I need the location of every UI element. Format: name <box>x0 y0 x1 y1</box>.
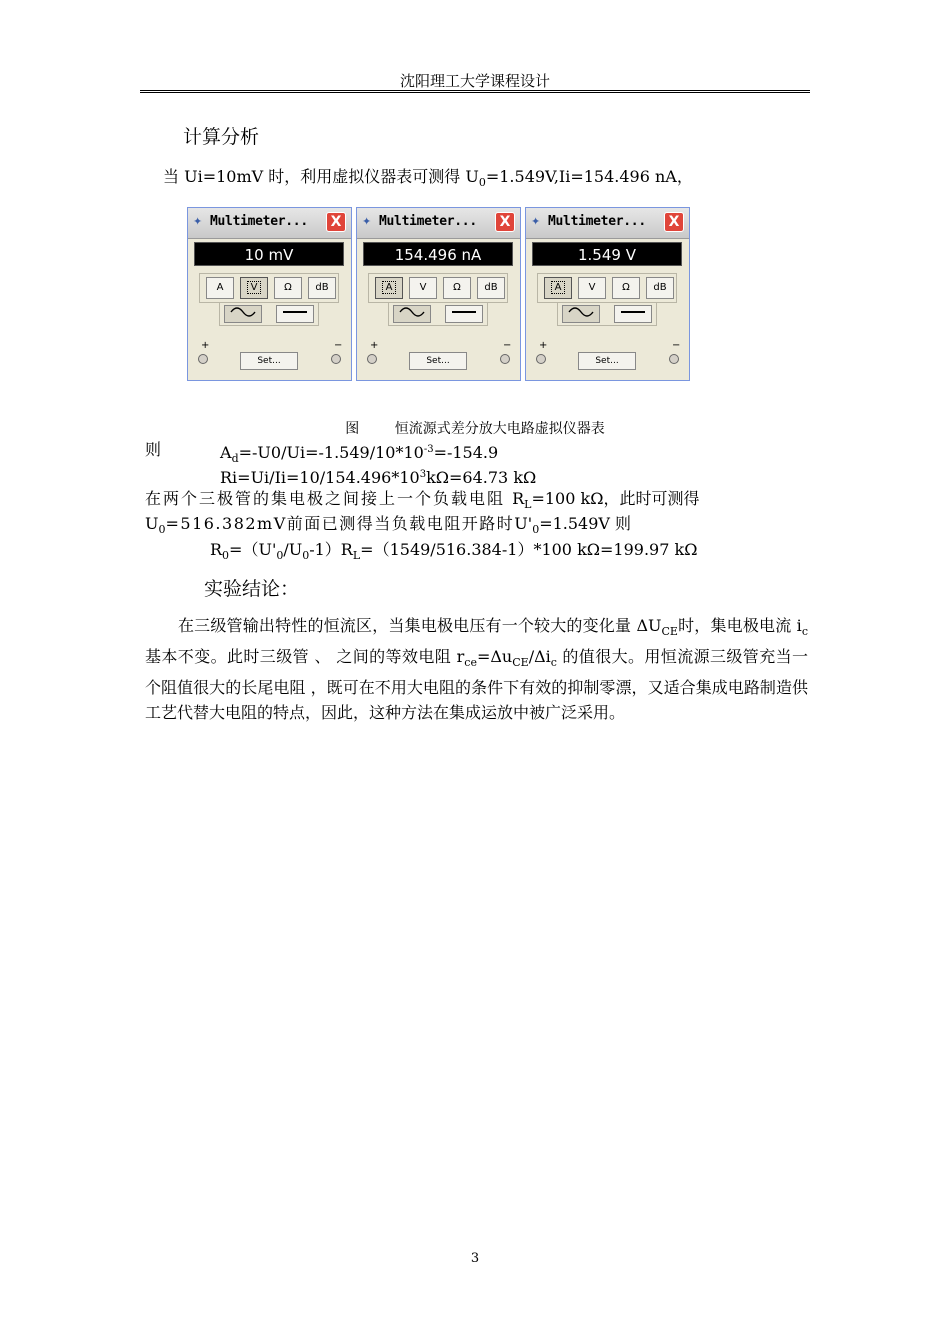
sine-wave-icon <box>399 306 425 318</box>
dc-mode-button[interactable] <box>614 305 652 323</box>
sine-wave-icon <box>230 306 256 318</box>
signal-mode-group <box>557 302 657 326</box>
positive-terminal[interactable] <box>536 354 546 364</box>
multimeter-reading: 154.496 nA <box>363 242 513 266</box>
ac-mode-button[interactable] <box>393 305 431 323</box>
negative-label: − <box>672 340 681 351</box>
load-line-2: $U_0=516.382mV$前面已测得当负载电阻开路时$U'_0=1.549V$ 则 <box>145 514 632 536</box>
ac-mode-button[interactable] <box>562 305 600 323</box>
negative-terminal[interactable] <box>500 354 510 364</box>
section-heading-conclusion: 实验结论： <box>204 578 300 600</box>
multimeter-title: Multimeter... <box>548 214 646 229</box>
decibel-button[interactable]: dB <box>308 277 336 299</box>
set-button[interactable]: Set... <box>240 352 298 370</box>
header-rule <box>140 90 810 91</box>
close-icon[interactable]: X <box>326 212 346 232</box>
set-button[interactable]: Set... <box>578 352 636 370</box>
multimeter-titlebar[interactable] <box>188 208 351 239</box>
dc-mode-button[interactable] <box>276 305 314 323</box>
voltmeter-button[interactable]: V <box>409 277 437 299</box>
mode-button-group <box>368 273 508 303</box>
dc-line-icon <box>620 306 646 318</box>
ohmmeter-button[interactable]: Ω <box>612 277 640 299</box>
figure-caption: 图 恒流源式差分放大电路虚拟仪器表 <box>345 421 605 437</box>
ohmmeter-button[interactable]: Ω <box>274 277 302 299</box>
dc-mode-button[interactable] <box>445 305 483 323</box>
ammeter-button[interactable]: A <box>206 277 234 299</box>
voltmeter-button[interactable]: V <box>578 277 606 299</box>
signal-mode-group <box>219 302 319 326</box>
negative-label: − <box>503 340 512 351</box>
set-button[interactable]: Set... <box>409 352 467 370</box>
multimeter-window[interactable] <box>356 207 521 381</box>
formula-ri: $Ri=Ui/Ii=10/154.496*10^3k\Omega=64.73$ kΩ <box>220 468 537 487</box>
multimeter-reading: 1.549 V <box>532 242 682 266</box>
sine-wave-icon <box>568 306 594 318</box>
voltmeter-button[interactable]: V <box>240 277 268 299</box>
decibel-button[interactable]: dB <box>646 277 674 299</box>
negative-label: − <box>334 340 343 351</box>
multimeter-window[interactable] <box>187 207 352 381</box>
dc-line-icon <box>282 306 308 318</box>
decibel-button[interactable]: dB <box>477 277 505 299</box>
negative-terminal[interactable] <box>669 354 679 364</box>
conclusion-paragraph: 在三级管输出特性的恒流区，当集电极电压有一个较大的变化量 $\Delta U_{CE}$时，集电极电流 $i_c$ 基本不变。此时三级管 、 之间的等效电阻 $r_{ce}=\Delta u_{CE}/\Delta i_c$ 的值很大。用恒流源三级管充当一个阻值很大的长尾电阻 ，既可在不用大电阻的条件下有效的抑制零漂，又适合集成电路制造供工艺代替大电阻的特点，因此，这种方法在集成运放中被广泛采用。 <box>145 616 808 722</box>
ammeter-button[interactable]: A <box>375 277 403 299</box>
close-icon[interactable]: X <box>495 212 515 232</box>
multimeter-titlebar[interactable] <box>526 208 689 239</box>
page-number: 3 <box>470 1251 480 1266</box>
ohmmeter-button[interactable]: Ω <box>443 277 471 299</box>
formula-ad: $A_d=-U0/Ui=-1.549/10*10^{-3}=-154.9$ <box>220 443 499 465</box>
multimeter-reading: 10 mV <box>194 242 344 266</box>
positive-label: + <box>539 340 548 351</box>
close-icon[interactable]: X <box>664 212 684 232</box>
mode-button-group <box>537 273 677 303</box>
dc-line-icon <box>451 306 477 318</box>
mode-button-group <box>199 273 339 303</box>
multimeter-window[interactable] <box>525 207 690 381</box>
section-heading-analysis: 计算分析 <box>183 126 260 148</box>
page-header: 沈阳理工大学课程设计 <box>399 72 550 90</box>
negative-terminal[interactable] <box>331 354 341 364</box>
intro-text: 当 Ui=10mV 时，利用虚拟仪器表可测得 $U_0=1.549V,Ii=154.496$ nA， <box>163 167 693 189</box>
formula-r0: $R_0=(U'_0/U_0-1)R_L=(1549/516.384-1)*100$ kΩ=199.97 kΩ <box>210 540 698 562</box>
multimeter-logo-icon: ✦ <box>362 215 372 228</box>
header-rule-thin <box>140 92 810 93</box>
multimeter-titlebar[interactable] <box>357 208 520 239</box>
positive-label: + <box>201 340 210 351</box>
multimeter-title: Multimeter... <box>379 214 477 229</box>
signal-mode-group <box>388 302 488 326</box>
positive-label: + <box>370 340 379 351</box>
multimeter-title: Multimeter... <box>210 214 308 229</box>
ammeter-button[interactable]: A <box>544 277 572 299</box>
load-line-1: 在两个三极管的集电极之间接上一个负载电阻 $R_L=100$ kΩ，此时可测得 <box>145 489 700 511</box>
formula-ze: 则 <box>145 440 162 459</box>
multimeter-logo-icon: ✦ <box>531 215 541 228</box>
ac-mode-button[interactable] <box>224 305 262 323</box>
positive-terminal[interactable] <box>198 354 208 364</box>
multimeter-logo-icon: ✦ <box>193 215 203 228</box>
positive-terminal[interactable] <box>367 354 377 364</box>
